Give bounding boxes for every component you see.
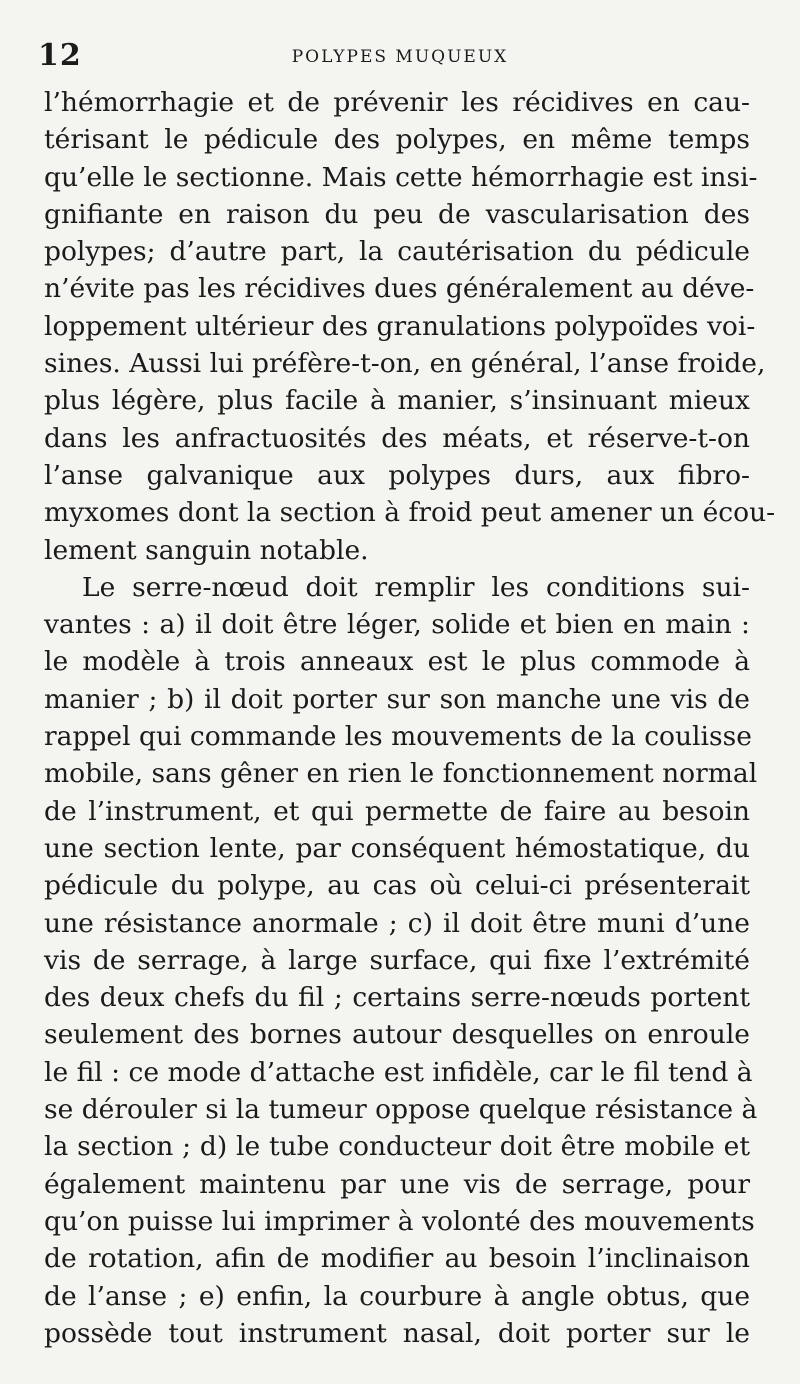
page-number: 12 xyxy=(38,38,82,73)
text-line: térisant le pédicule des polypes, en même temps xyxy=(44,124,750,156)
text-line: le fil : ce mode d’attache est infidèle, car le fil tend à xyxy=(44,1056,753,1088)
text-line: qu’elle le sectionne. Mais cette hémorrhagie est insi- xyxy=(44,161,758,193)
text-line: se dérouler si la tumeur oppose quelque résistance à xyxy=(44,1094,758,1126)
paragraph-end-line: lement sanguin notable. xyxy=(44,534,369,566)
text-line: mobile, sans gêner en rien le fonctionnement normal xyxy=(44,758,758,790)
text-line: qu’on puisse lui imprimer à volonté des mouvements xyxy=(44,1205,755,1237)
text-line: une section lente, par conséquent hémostatique, du xyxy=(44,832,750,864)
text-line: polypes; d’autre part, la cautérisation du pédicule xyxy=(44,236,750,268)
text-line: de l’anse ; e) enfin, la courbure à angle obtus, que xyxy=(44,1280,750,1312)
body-text xyxy=(44,84,776,1352)
text-line: également maintenu par une vis de serrage, pour xyxy=(44,1168,750,1200)
text-line: manier ; b) il doit porter sur son manche une vis de xyxy=(44,683,750,715)
text-line: une résistance anormale ; c) il doit être muni d’une xyxy=(44,907,750,939)
text-line: le modèle à trois anneaux est le plus commode à xyxy=(44,646,750,678)
text-line: possède tout instrument nasal, doit porter sur le xyxy=(44,1317,750,1349)
text-line: pédicule du polype, au cas où celui-ci présenterait xyxy=(44,870,750,902)
running-title: POLYPES MUQUEUX xyxy=(291,47,509,67)
text-line: de rotation, afin de modifier au besoin l’inclinaison xyxy=(44,1243,750,1275)
text-line: n’évite pas les récidives dues généralement au déve- xyxy=(44,273,755,305)
text-line: myxomes dont la section à froid peut amener un écou- xyxy=(44,497,776,529)
text-line: vantes : a) il doit être léger, solide et bien en main : xyxy=(44,609,750,641)
text-line: loppement ultérieur des granulations polypoïdes voi- xyxy=(44,310,756,342)
text-line: sines. Aussi lui préfère-t-on, en général, l’anse froide, xyxy=(44,348,766,380)
text-line: l’anse galvanique aux polypes durs, aux fibro- xyxy=(44,459,750,491)
text-line: vis de serrage, à large surface, qui fixe l’extrémité xyxy=(44,944,750,976)
text-line: des deux chefs du fil ; certains serre-nœuds portent xyxy=(44,982,750,1014)
text-line: dans les anfractuosités des méats, et réserve-t-on xyxy=(44,422,750,454)
text-line: rappel qui commande les mouvements de la coulisse xyxy=(44,721,752,753)
text-line: la section ; d) le tube conducteur doit être mobile et xyxy=(44,1131,750,1163)
text-line: gnifiante en raison du peu de vascularisation des xyxy=(44,198,750,230)
text-line: de l’instrument, et qui permette de faire au besoin xyxy=(44,795,750,827)
paragraph-first-line: Le serre-nœud doit remplir les conditions sui- xyxy=(82,571,750,603)
text-line: seulement des bornes autour desquelles on enroule xyxy=(44,1019,750,1051)
text-line: plus légère, plus facile à manier, s’insinuant mieux xyxy=(44,385,750,417)
text-line: l’hémorrhagie et de prévenir les récidives en cau- xyxy=(44,87,750,118)
